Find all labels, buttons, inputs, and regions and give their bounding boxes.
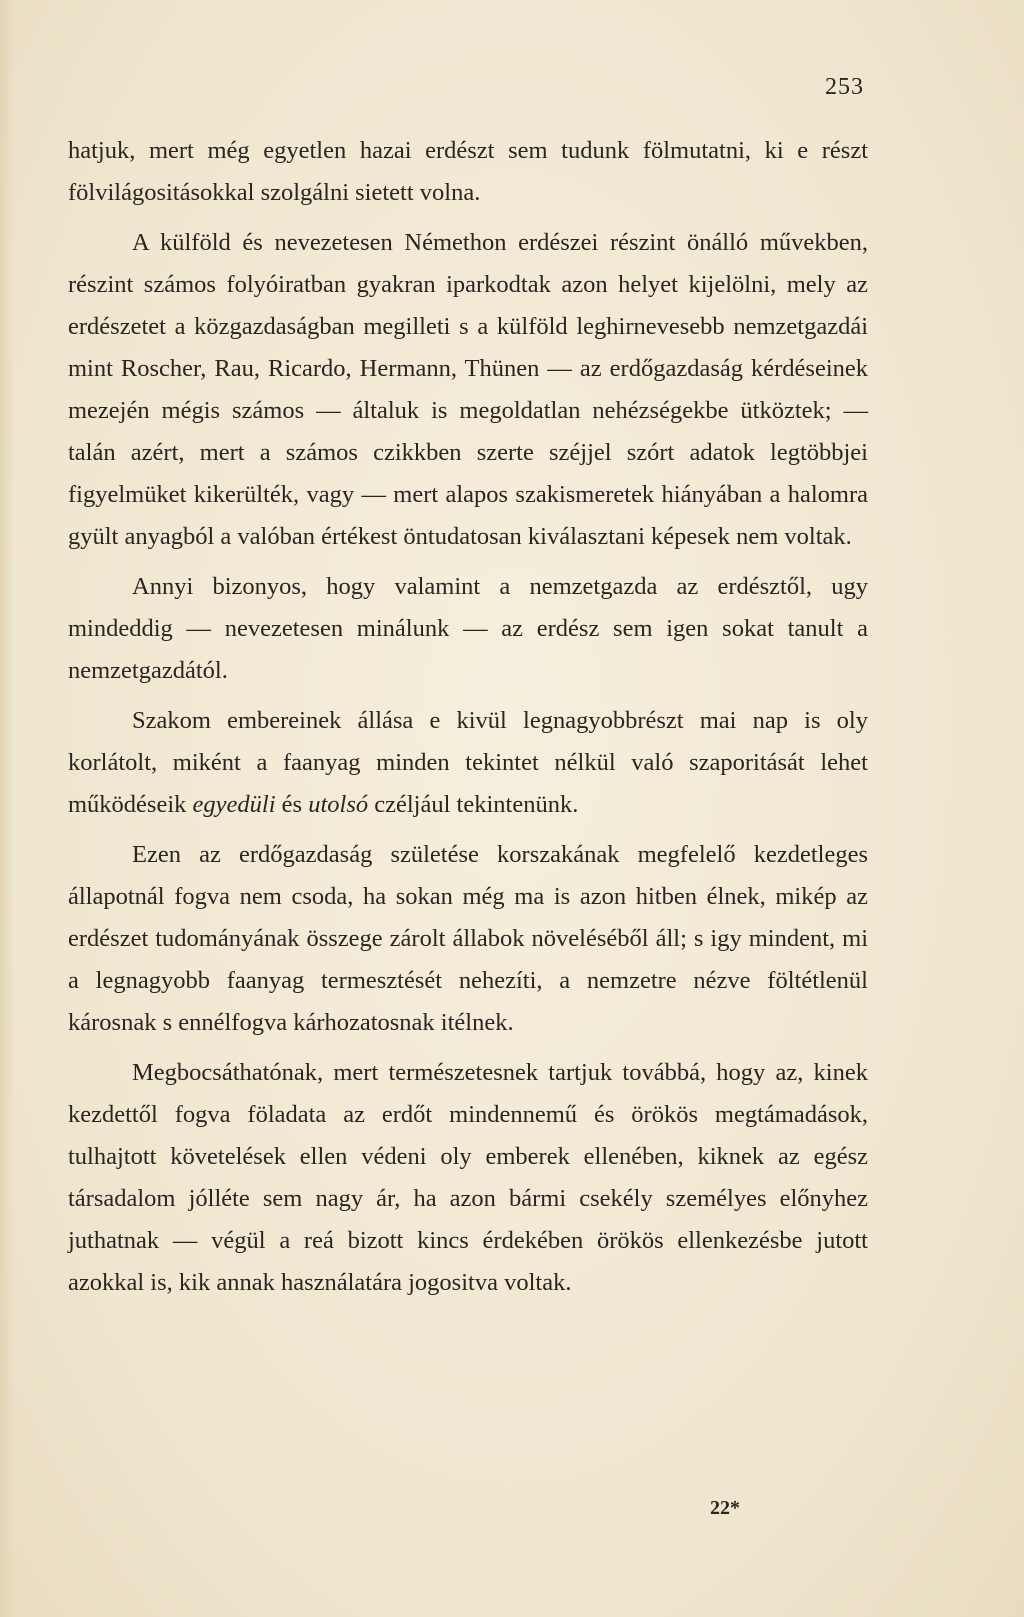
paragraph-6: Megbocsáthatónak, mert természetesnek tartjuk továbbá, hogy az, kinek kezdettől fogva föladata az erdőt mindennemű és örökös megtámadások, tulhajtott követelések ellen védeni oly emberek ellenében, kiknek az egész társadalom jólléte sem nagy ár, ha azon bármi csekély személyes előnyhez juthatnak — végül a reá bizott kincs érdekében örökös ellenkezésbe jutott azokkal is, kik annak használatára jogositva voltak. xyxy=(68,1059,868,1296)
emphasis-utolso: utolsó xyxy=(308,791,369,818)
printer-signature-mark: 22* xyxy=(710,1497,740,1519)
body-text xyxy=(68,130,868,1312)
paragraph-3: Annyi bizonyos, hogy valamint a nemzetgazda az erdésztől, ugy mindeddig — nevezetesen minálunk — az erdész sem igen sokat tanult a nemzetgazdától. xyxy=(68,573,868,684)
paragraph-4 xyxy=(68,700,868,826)
paragraph-1: hatjuk, mert még egyetlen hazai erdészt sem tudunk fölmutatni, ki e részt fölvilágositásokkal szolgálni sietett volna. xyxy=(68,137,868,206)
paragraph-4-text-after: czéljául tekintenünk. xyxy=(368,791,579,818)
paragraph-4-text-middle: és xyxy=(275,791,309,818)
paragraph-2: A külföld és nevezetesen Némethon erdészei részint önálló művekben, részint számos folyóiratban gyakran iparkodtak azon helyet kijelölni, mely az erdészetet a közgazdaságban megilleti s a külföld leghirnevesebb nemzetgazdái mint Roscher, Rau, Ricardo, Hermann, Thünen — az erdőgazdaság kérdéseinek mezején mégis számos — általuk is megoldatlan nehézségekbe ütköztek; — talán azért, mert a számos czikkben szerte széjjel szórt adatok legtöbbjei figyelmüket kikerülték, vagy — mert alapos szakismeretek hiányában a halomra gyült anyagból a valóban értékest öntudatosan kiválasztani képesek nem voltak. xyxy=(68,229,868,550)
page-number: 253 xyxy=(825,74,864,100)
paragraph-5: Ezen az erdőgazdaság születése korszakának megfelelő kezdetleges állapotnál fogva nem csoda, ha sokan még ma is azon hitben élnek, mikép az erdészet tudományának összege zárolt állabok növeléséből áll; s igy mindent, mi a legnagyobb faanyag termesztését nehezíti, a nemzetre nézve föltétlenül károsnak s ennélfogva kárhozatosnak itélnek. xyxy=(68,841,868,1036)
paragraph-4-text-before: Szakom embereinek állása e kivül legnagyobbrészt mai nap is oly korlátolt, miként a faanyag minden tekintet nélkül való szaporitását lehet működéseik xyxy=(68,707,868,818)
page-edge-shadow xyxy=(0,0,14,1617)
emphasis-egyeduli: egyedüli xyxy=(192,791,276,818)
